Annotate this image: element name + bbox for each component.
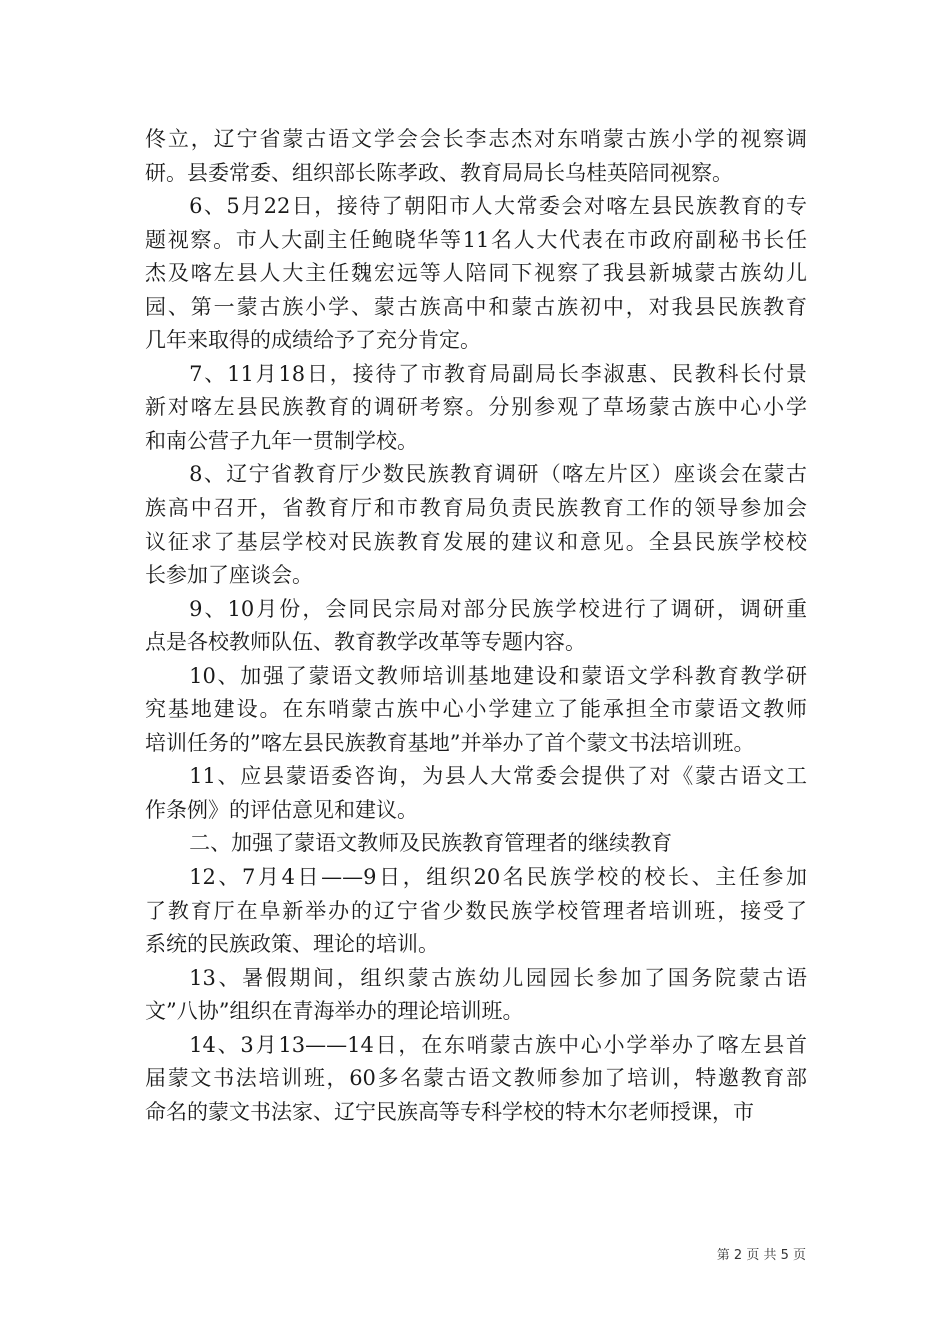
paragraph-line: 命名的蒙文书法家、辽宁民族高等专科学校的特木尔老师授课，市 <box>145 1099 754 1124</box>
paragraph-line: 文”八协”组织在青海举办的理论培训班。 <box>145 999 524 1024</box>
paragraph-line: 6、5月22日，接待了朝阳市人大常委会对喀左县民族教育的专 <box>189 194 807 219</box>
paragraph-line: 7、11月18日，接待了市教育局副局长李淑惠、民教科长付景 <box>189 361 807 386</box>
paragraph-line: 12、7月4日——9日，组织20名民族学校的校长、主任参加 <box>189 865 807 890</box>
paragraph-line: 园、第一蒙古族小学、蒙古族高中和蒙古族初中，对我县民族教育 <box>145 294 807 319</box>
paragraph-line: 二、加强了蒙语文教师及民族教育管理者的继续教育 <box>189 831 673 856</box>
paragraph-line: 佟立，辽宁省蒙古语文学会会长李志杰对东哨蒙古族小学的视察调 <box>145 127 807 151</box>
paragraph-line: 9、10月份，会同民宗局对部分民族学校进行了调研，调研重 <box>189 596 807 621</box>
paragraph-line: 杰及喀左县人大主任魏宏远等人陪同下视察了我县新城蒙古族幼儿 <box>145 261 807 286</box>
paragraph-line: 点是各校教师队伍、教育教学改革等专题内容。 <box>145 630 586 655</box>
paragraph-line: 系统的民族政策、理论的培训。 <box>145 932 439 957</box>
paragraph-line: 届蒙文书法培训班，60多名蒙古语文教师参加了培训，特邀教育部 <box>145 1066 807 1091</box>
paragraph-line: 10、加强了蒙语文教师培训基地建设和蒙语文学科教育教学研 <box>189 663 807 688</box>
document-body <box>145 123 807 1129</box>
paragraph-line: 究基地建设。在东哨蒙古族中心小学建立了能承担全市蒙语文教师 <box>145 697 807 722</box>
paragraph-line: 培训任务的”喀左县民族教育基地”并举办了首个蒙文书法培训班。 <box>145 730 755 755</box>
paragraph-line: 14、3月13——14日，在东哨蒙古族中心小学举办了喀左县首 <box>189 1032 807 1057</box>
paragraph-line: 作条例》的评估意见和建议。 <box>145 797 418 822</box>
page-number-footer: 第 2 页 共 5 页 <box>716 1248 806 1263</box>
paragraph-line: 研。县委常委、组织部长陈孝政、教育局局长乌桂英陪同视察。 <box>145 160 733 185</box>
paragraph-line: 和南公营子九年一贯制学校。 <box>145 428 418 453</box>
paragraph-line: 了教育厅在阜新举办的辽宁省少数民族学校管理者培训班，接受了 <box>145 898 807 923</box>
paragraph-line: 议征求了基层学校对民族教育发展的建议和意见。全县民族学校校 <box>145 529 807 554</box>
paragraph-line: 11、应县蒙语委咨询，为县人大常委会提供了对《蒙古语文工 <box>189 764 807 789</box>
paragraph-line: 13、暑假期间，组织蒙古族幼儿园园长参加了国务院蒙古语 <box>189 965 807 990</box>
paragraph-line: 几年来取得的成绩给予了充分肯定。 <box>145 328 481 353</box>
paragraph-line: 题视察。市人大副主任鲍晓华等11名人大代表在市政府副秘书长任 <box>145 227 807 252</box>
paragraph-line: 族高中召开，省教育厅和市教育局负责民族教育工作的领导参加会 <box>145 496 807 521</box>
paragraph-line: 新对喀左县民族教育的调研考察。分别参观了草场蒙古族中心小学 <box>145 395 807 420</box>
paragraph-line: 8、辽宁省教育厅少数民族教育调研（喀左片区）座谈会在蒙古 <box>189 462 807 487</box>
paragraph-line: 长参加了座谈会。 <box>145 563 313 588</box>
